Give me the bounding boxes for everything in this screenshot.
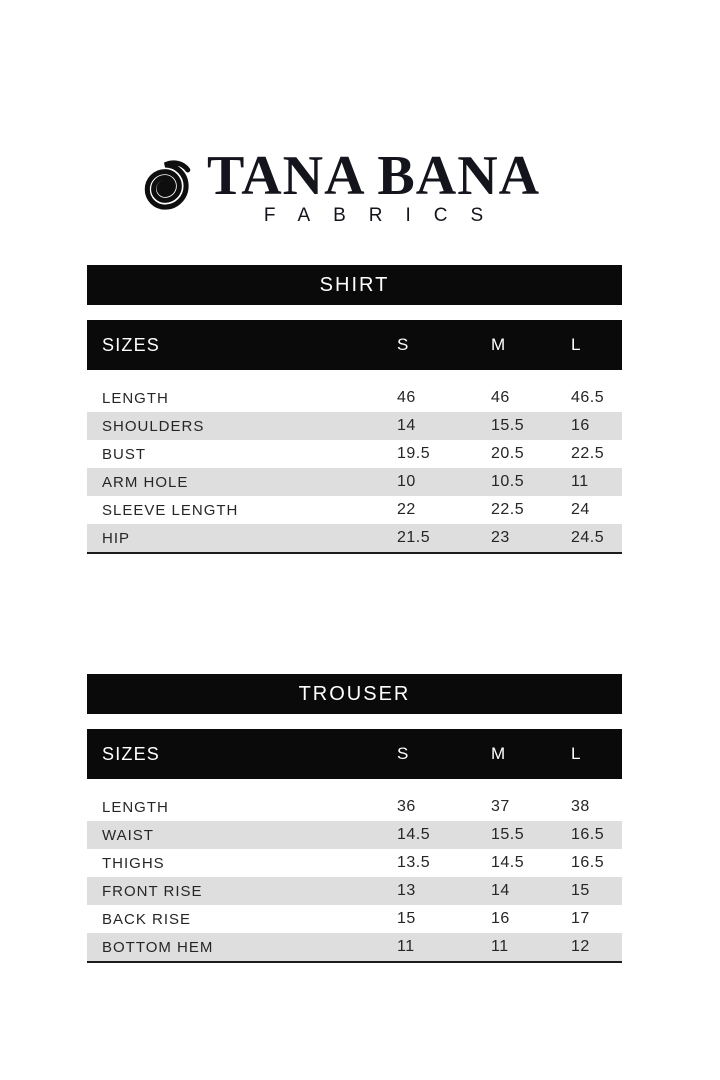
row-label: BUST	[102, 445, 147, 463]
value-m: 16	[491, 910, 510, 927]
trouser-sizes-header	[87, 729, 622, 779]
table-row	[87, 849, 622, 877]
value-s: 21.5	[397, 529, 431, 546]
sizes-header-label: SIZES	[102, 743, 161, 764]
value-s: 11	[397, 938, 415, 955]
row-label: FRONT RISE	[102, 882, 203, 900]
value-m: 14.5	[491, 854, 525, 871]
row-label: SLEEVE LENGTH	[102, 501, 239, 519]
value-m: 11	[491, 938, 509, 955]
brand-text	[207, 145, 541, 227]
size-column-s: S	[397, 744, 410, 763]
shirt-title: SHIRT	[319, 273, 390, 296]
table-row	[87, 793, 622, 821]
row-label: SHOULDERS	[102, 417, 205, 435]
row-label: THIGHS	[102, 854, 165, 872]
brand-logo	[138, 145, 541, 227]
trouser-size-table	[87, 674, 622, 963]
value-l: 22.5	[571, 445, 605, 462]
value-l: 11	[571, 473, 589, 490]
row-label: HIP	[102, 529, 131, 547]
trouser-rows	[87, 793, 622, 963]
row-label: BOTTOM HEM	[102, 938, 214, 956]
row-label: ARM HOLE	[102, 473, 189, 491]
value-m: 10.5	[491, 473, 525, 490]
value-l: 16.5	[571, 826, 605, 843]
value-s: 13	[397, 882, 416, 899]
value-s: 10	[397, 473, 416, 490]
table-row	[87, 933, 622, 961]
brand-name: TANA BANA	[207, 145, 541, 207]
shirt-sizes-header	[87, 320, 622, 370]
value-m: 37	[491, 798, 510, 815]
value-m: 22.5	[491, 501, 525, 518]
size-column-m: M	[491, 744, 507, 763]
value-s: 19.5	[397, 445, 431, 462]
value-l: 12	[571, 938, 590, 955]
value-l: 24.5	[571, 529, 605, 546]
value-m: 14	[491, 882, 510, 899]
shirt-title-bar	[87, 265, 622, 305]
value-s: 15	[397, 910, 416, 927]
table-row	[87, 384, 622, 412]
value-s: 46	[397, 389, 416, 406]
row-label: LENGTH	[102, 798, 169, 816]
value-l: 16.5	[571, 854, 605, 871]
size-column-m: M	[491, 335, 507, 354]
table-row	[87, 468, 622, 496]
trouser-title-bar	[87, 674, 622, 714]
value-l: 24	[571, 501, 590, 518]
value-m: 23	[491, 529, 510, 546]
size-column-s: S	[397, 335, 410, 354]
sizes-header-label: SIZES	[102, 334, 161, 355]
shirt-size-table	[87, 265, 622, 554]
table-row	[87, 412, 622, 440]
table-row	[87, 496, 622, 524]
brand-subtitle: FABRICS	[263, 205, 507, 226]
table-row	[87, 821, 622, 849]
value-l: 15	[571, 882, 590, 899]
value-l: 16	[571, 417, 590, 434]
row-label: LENGTH	[102, 389, 169, 407]
row-label: WAIST	[102, 826, 154, 844]
value-s: 14.5	[397, 826, 431, 843]
value-l: 38	[571, 798, 590, 815]
value-s: 36	[397, 798, 416, 815]
size-column-l: L	[571, 335, 582, 354]
trouser-title: TROUSER	[298, 682, 411, 705]
value-l: 17	[571, 910, 590, 927]
value-m: 15.5	[491, 826, 525, 843]
value-s: 13.5	[397, 854, 431, 871]
table-row	[87, 440, 622, 468]
table-row	[87, 524, 622, 552]
value-m: 46	[491, 389, 510, 406]
shirt-rows	[87, 384, 622, 554]
table-row	[87, 877, 622, 905]
table-row	[87, 905, 622, 933]
value-s: 14	[397, 417, 416, 434]
value-l: 46.5	[571, 389, 605, 406]
value-s: 22	[397, 501, 416, 518]
size-column-l: L	[571, 744, 582, 763]
row-label: BACK RISE	[102, 910, 192, 928]
value-m: 20.5	[491, 445, 525, 462]
value-m: 15.5	[491, 417, 525, 434]
spiral-icon	[138, 148, 192, 216]
